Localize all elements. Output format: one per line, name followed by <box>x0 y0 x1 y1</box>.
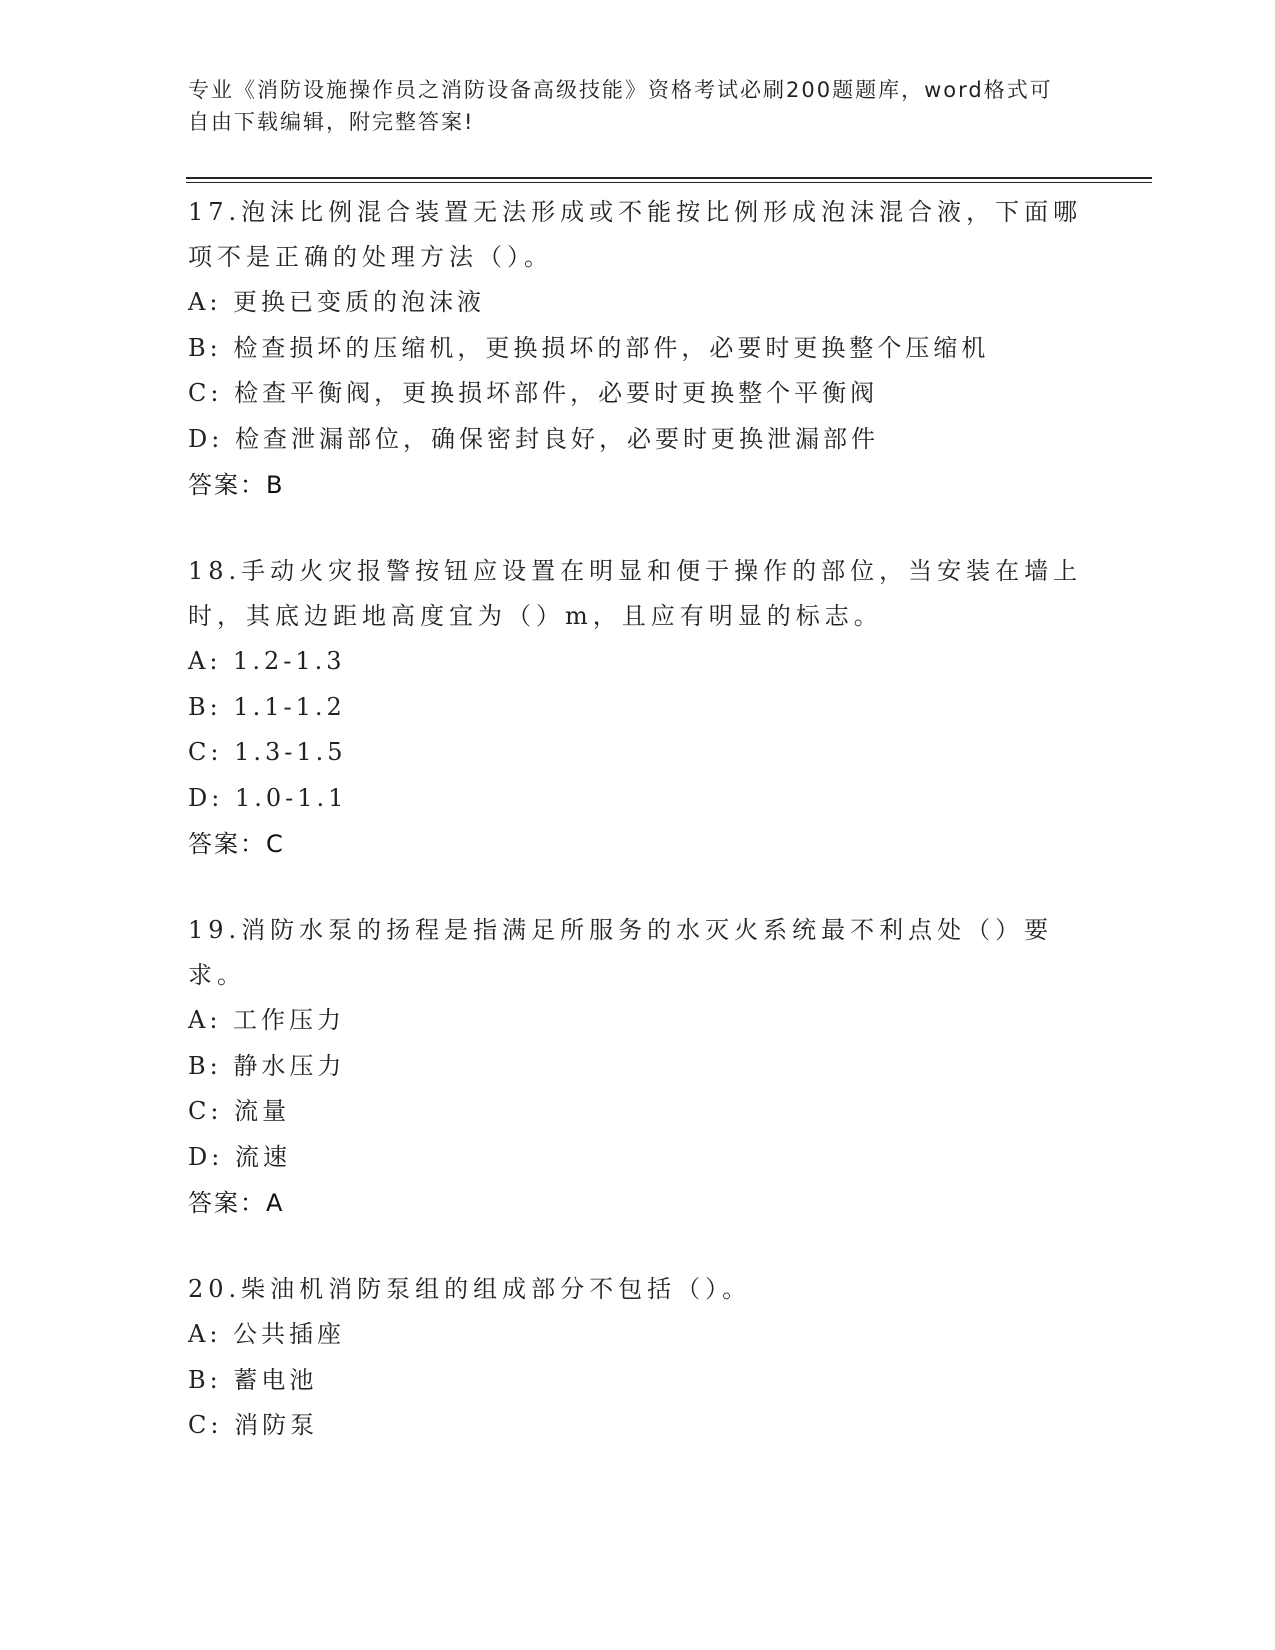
question-18 <box>188 549 1088 867</box>
question-spacer <box>188 1226 1088 1267</box>
option-a: A: 工作压力 <box>188 1006 346 1034</box>
question-19 <box>188 908 1088 1226</box>
option-a: A: 公共插座 <box>188 1320 346 1348</box>
option-b: B: 静水压力 <box>188 1051 346 1080</box>
question-20 <box>188 1267 1088 1449</box>
option-b: B: 1.1-1.2 <box>188 692 346 721</box>
question-stem: 20.柴油机消防泵组的组成部分不包括（）。 <box>188 1275 752 1303</box>
option-d: D: 流速 <box>188 1142 291 1171</box>
question-spacer <box>188 867 1088 908</box>
header-divider-thick <box>186 177 1152 179</box>
question-stem: 17.泡沫比例混合装置无法形成或不能按比例形成泡沫混合液，下面哪项不是正确的处理方法（）。 <box>188 198 1083 271</box>
question-stem: 19.消防水泵的扬程是指满足所服务的水灭火系统最不利点处（）要求。 <box>188 916 1054 989</box>
option-b: B: 检查损坏的压缩机，更换损坏的部件，必要时更换整个压缩机 <box>188 333 990 362</box>
option-c: C: 流量 <box>188 1097 291 1125</box>
answer-label: 答案：C <box>188 830 285 858</box>
option-d: D: 1.0-1.1 <box>188 783 348 812</box>
answer-label: 答案：A <box>188 1189 285 1217</box>
header-divider-thin <box>186 182 1152 183</box>
option-a: A: 更换已变质的泡沫液 <box>188 288 486 316</box>
question-list <box>188 190 1088 1449</box>
document-header: 专业《消防设施操作员之消防设备高级技能》资格考试必刷200题题库，word格式可自由下载编辑，附完整答案! <box>188 78 1053 134</box>
option-b: B: 蓄电池 <box>188 1365 318 1394</box>
option-c: C: 消防泵 <box>188 1411 319 1439</box>
option-c: C: 检查平衡阀，更换损坏部件，必要时更换整个平衡阀 <box>188 379 879 407</box>
option-a: A: 1.2-1.3 <box>188 647 346 675</box>
question-stem: 18.手动火灾报警按钮应设置在明显和便于操作的部位，当安装在墙上时，其底边距地高度宜为（）m，且应有明显的标志。 <box>188 557 1083 630</box>
question-17 <box>188 190 1088 508</box>
answer-label: 答案：B <box>188 471 285 499</box>
question-spacer <box>188 508 1088 549</box>
option-c: C: 1.3-1.5 <box>188 738 347 766</box>
option-d: D: 检查泄漏部位，确保密封良好，必要时更换泄漏部件 <box>188 424 879 453</box>
